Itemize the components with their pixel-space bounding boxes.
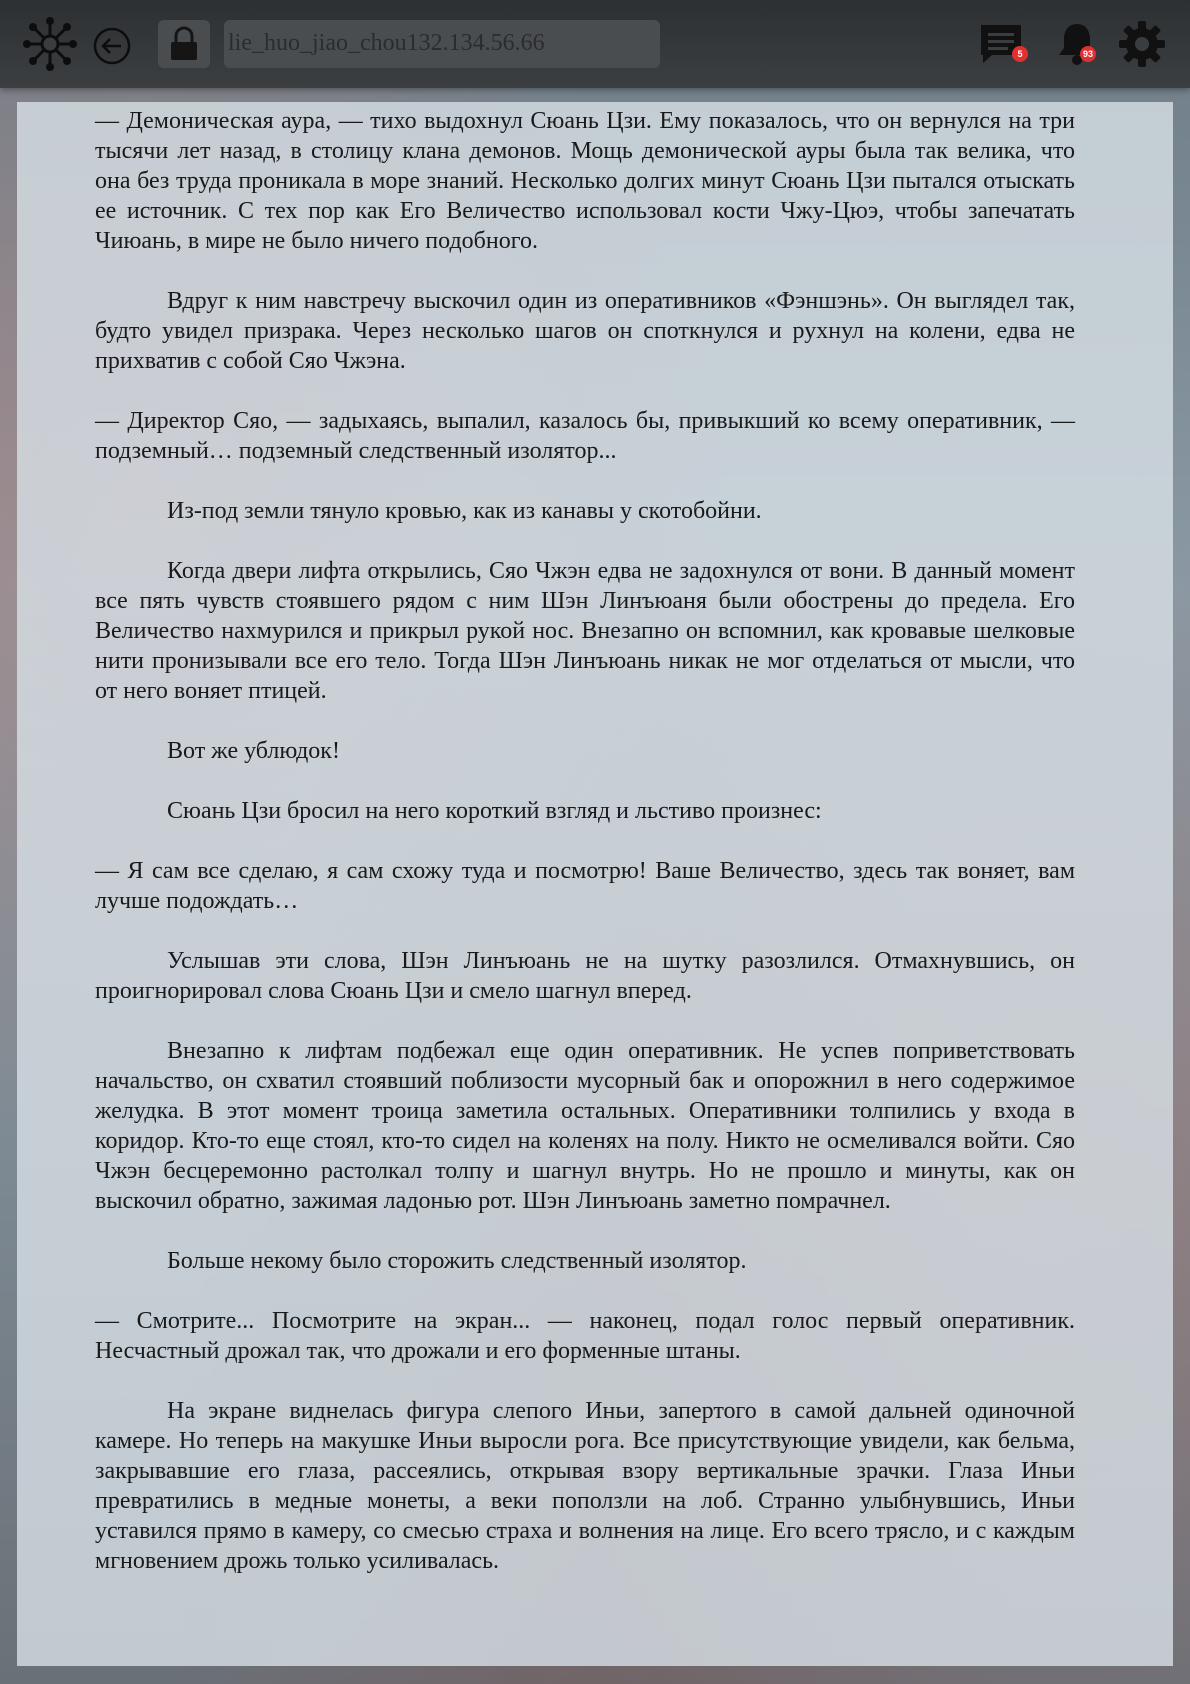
article-paragraph: — Директор Сяо, — задыхаясь, выпалил, казалось бы, привыкший ко всему оперативник, — подземный… подземный следственный изолятор... bbox=[95, 408, 1075, 464]
lock-button[interactable] bbox=[158, 20, 210, 68]
network-hub-icon[interactable] bbox=[22, 16, 78, 72]
gear-icon[interactable] bbox=[1118, 20, 1166, 68]
article-paragraph: На экране виднелась фигура слепого Иньи, запертого в самой дальней одиночной камере. Но теперь на макушке Иньи выросли рога. Все присутствующие увидели, как бельма, закрывавшие его глаза, рассеялись, открывая взору вертикальные зрачки. Глаза Иньи превратились в медные монеты, а веки поползли на лоб. Странно улыбнувшись, Иньи уставился прямо в камеру, со смесью страха и волнения на лице. Его всего трясло, и с каждым мгновением дрожь только усиливалась. bbox=[95, 1398, 1075, 1574]
article-paragraph: Из-под земли тянуло кровью, как из канавы у скотобойни. bbox=[167, 498, 762, 524]
article-paragraph: Вдруг к ним навстречу выскочил один из оперативников «Фэншэнь». Он выглядел так, будто увидел призрака. Через несколько шагов он споткнулся и рухнул на колени, едва не прихватив с собой Сяо Чжэна. bbox=[95, 288, 1075, 374]
article-paragraph: — Смотрите... Посмотрите на экран... — наконец, подал голос первый оперативник. Несчастный дрожал так, что дрожали и его форменные штаны. bbox=[95, 1308, 1075, 1364]
article-paragraph: Услышав эти слова, Шэн Линъюань не на шутку разозлился. Отмахнувшись, он проигнорировал слова Сюань Цзи и смело шагнул вперед. bbox=[95, 948, 1075, 1004]
article-paragraph: Больше некому было сторожить следственный изолятор. bbox=[167, 1248, 747, 1274]
top-toolbar bbox=[0, 0, 1190, 88]
article-paragraph: Сюань Цзи бросил на него короткий взгляд и льстиво произнес: bbox=[167, 798, 822, 824]
article-paragraph: Вот же ублюдок! bbox=[167, 738, 340, 764]
notifications-badge: 93 bbox=[1080, 46, 1096, 62]
url-field[interactable]: lie_huo_jiao_chou132.134.56.66 bbox=[224, 20, 660, 68]
article-paragraph: Когда двери лифта открылись, Сяо Чжэн едва не задохнулся от вони. В данный момент все пять чувств стоявшего рядом с ним Шэн Линъюаня были обострены до предела. Его Величество нахмурился и прикрыл рукой нос. Внезапно он вспомнил, как кровавые шелковые нити пронизывали все его тело. Тогда Шэн Линъюань никак не мог отделаться от мысли, что от него воняет птицей. bbox=[95, 558, 1075, 704]
lock-icon bbox=[168, 26, 200, 62]
article-paragraph: — Я сам все сделаю, я сам схожу туда и посмотрю! Ваше Величество, здесь так воняет, вам лучше подождать… bbox=[95, 858, 1075, 914]
messages-badge: 5 bbox=[1012, 46, 1028, 62]
article-text bbox=[95, 106, 1075, 1606]
back-arrow-icon[interactable] bbox=[92, 26, 132, 66]
article-paragraph: Внезапно к лифтам подбежал еще один оперативник. Не успев поприветствовать начальство, он схватил стоявший поблизости мусорный бак и опорожнил в него содержимое желудка. В этот момент троица заметила остальных. Оперативники толпились у входа в коридор. Кто-то еще стоял, кто-то сидел на коленях на полу. Никто не осмеливался войти. Сяо Чжэн бесцеремонно растолкал толпу и шагнул внутрь. Но не прошло и минуты, как он выскочил обратно, зажимая ладонью рот. Шэн Линъюань заметно помрачнел. bbox=[95, 1038, 1075, 1214]
article-paragraph: — Демоническая аура, — тихо выдохнул Сюань Цзи. Ему показалось, что он вернулся на три тысячи лет назад, в столицу клана демонов. Мощь демонической ауры была так велика, что она без труда проникала в море знаний. Несколько долгих минут Сюань Цзи пытался отыскать ее источник. С тех пор как Его Величество использовал кости Чжу-Цюэ, чтобы запечатать Чиюань, в мире не было ничего подобного. bbox=[95, 108, 1075, 254]
reader-page bbox=[17, 102, 1173, 1666]
